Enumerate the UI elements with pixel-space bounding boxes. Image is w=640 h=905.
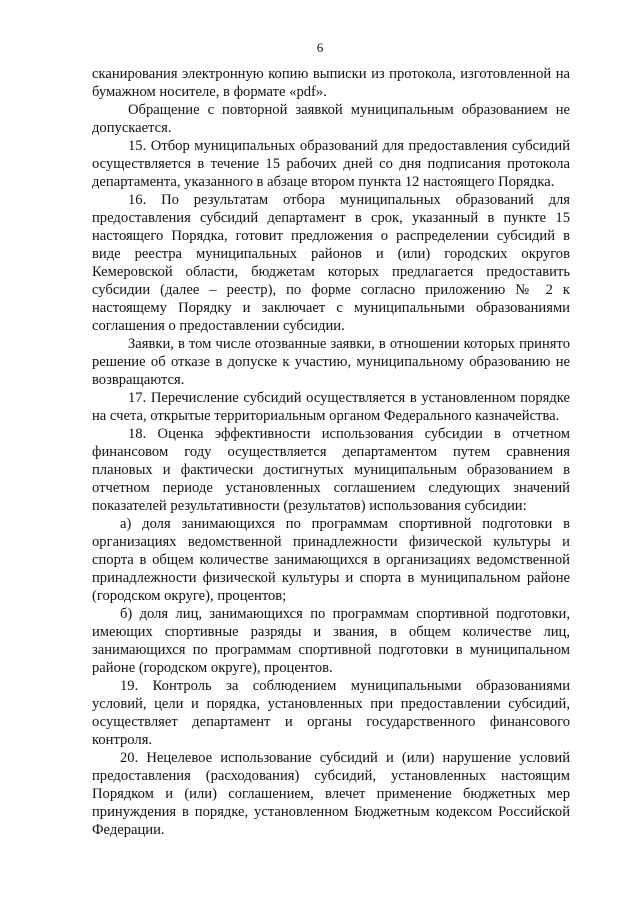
paragraph-17: 17. Перечисление субсидий осуществляется в установленном порядке на счета, открытые территориальным органом Федерального казначейства. bbox=[92, 390, 570, 424]
paragraph-18-a: а) доля занимающихся по программам спортивной подготовки в организациях ведомственной принадлежности физической культуры и спорта в общем количестве занимающихся в организациях ведомственной принадлежности физической культуры и спорта в муниципальном районе (городском округе), процентов; bbox=[92, 516, 570, 604]
paragraph-19: 19. Контроль за соблюдением муниципальными образованиями условий, цели и порядка, установленных при предоставлении субсидий, осуществляет департамент и органы государственного финансового контроля. bbox=[92, 678, 570, 748]
paragraph-repeat-application: Обращение с повторной заявкой муниципальным образованием не допускается. bbox=[92, 102, 570, 136]
paragraph-applications: Заявки, в том числе отозванные заявки, в отношении которых принято решение об отказе в допуске к участию, муниципальному образованию не возвращаются. bbox=[92, 336, 570, 388]
page-number: 6 bbox=[316, 40, 324, 55]
paragraph-18-b: б) доля лиц, занимающихся по программам спортивной подготовки, имеющих спортивные разряды и звания, в общем количестве лиц, занимающихся по программам спортивной подготовки в муниципальном районе (городском округе), процентов. bbox=[92, 606, 570, 676]
paragraph-18: 18. Оценка эффективности использования субсидии в отчетном финансовом году осуществляется департаментом путем сравнения плановых и фактически достигнутых муниципальным образованием в отчетном периоде установленных соглашением следующих значений показателей результативности (результатов) использования субсидии: bbox=[92, 426, 570, 514]
paragraph-continuation: сканирования электронную копию выписки из протокола, изготовленной на бумажном носителе, в формате «pdf». bbox=[92, 66, 570, 100]
paragraph-15: 15. Отбор муниципальных образований для предоставления субсидий осуществляется в течение 15 рабочих дней со дня подписания протокола департамента, указанного в абзаце втором пункта 12 настоящего Порядка. bbox=[92, 138, 570, 190]
paragraph-16: 16. По результатам отбора муниципальных образований для предоставления субсидий департамент в срок, указанный в пункте 15 настоящего Порядка, готовит предложения о распределении субсидий в виде реестра муниципальных районов и (или) городских округов Кемеровской области, бюджетам которых предлагается предоставить субсидии (далее – реестр), по форме согласно приложению № 2 к настоящему Порядку и заключает с муниципальными образованиями соглашения о предоставлении субсидии. bbox=[92, 192, 570, 334]
paragraph-20: 20. Нецелевое использование субсидий и (или) нарушение условий предоставления (расходования) субсидий, установленных настоящим Порядком и (или) соглашением, влечет применение бюджетных мер принуждения в порядке, установленном Бюджетным кодексом Российской Федерации. bbox=[92, 750, 570, 838]
document-body bbox=[92, 65, 570, 839]
